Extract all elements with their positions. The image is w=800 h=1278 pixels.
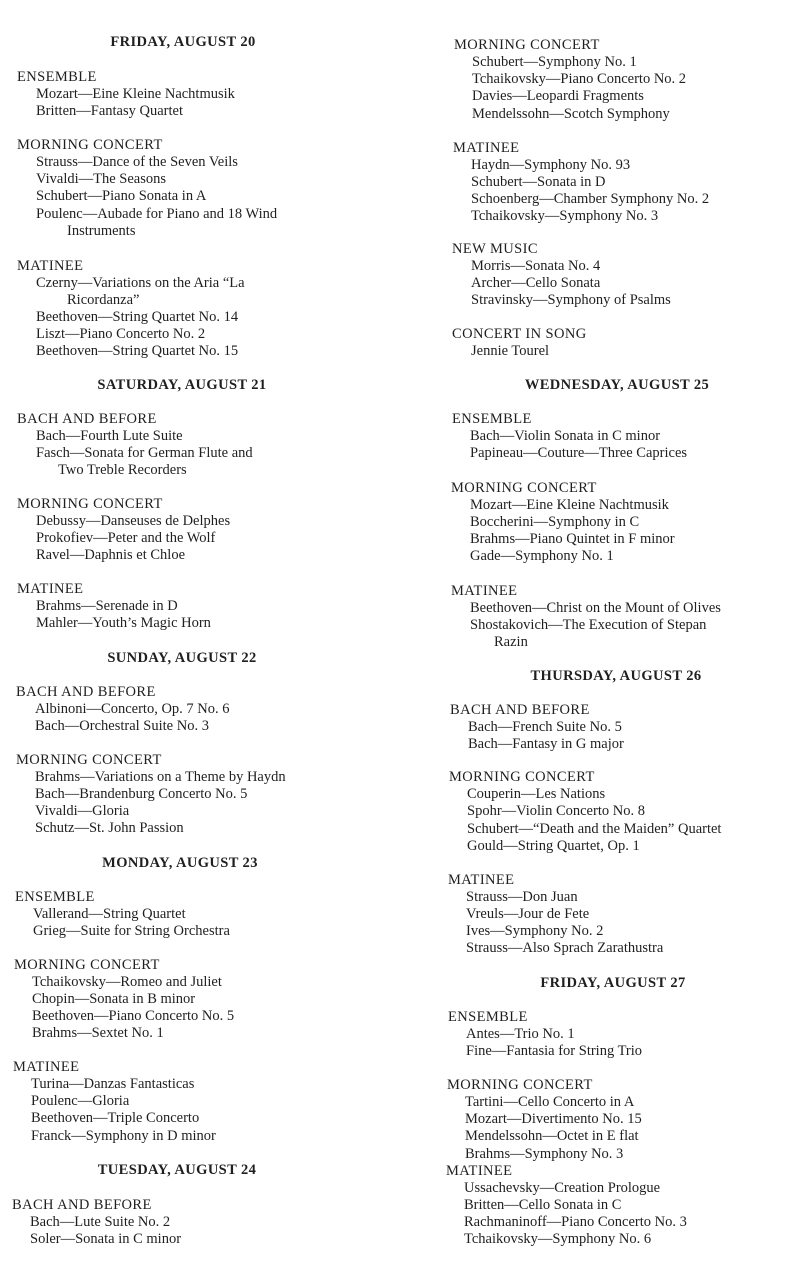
section-title-ensemble: ENSEMBLE xyxy=(452,411,532,427)
program-entry: Czerny—Variations on the Aria “La xyxy=(36,275,245,291)
program-entry: Britten—Cello Sonata in C xyxy=(464,1197,622,1213)
program-entry: Brahms—Piano Quintet in F minor xyxy=(470,531,675,547)
program-entry: Schubert—Sonata in D xyxy=(471,174,606,190)
program-entry: Brahms—Symphony No. 3 xyxy=(465,1146,624,1162)
program-entry: Brahms—Sextet No. 1 xyxy=(32,1025,164,1041)
program-entry: Davies—Leopardi Fragments xyxy=(472,88,644,104)
section-title-matinee: MATINEE xyxy=(446,1163,513,1179)
day-heading-monday-aug-23: MONDAY, AUGUST 23 xyxy=(102,855,258,871)
section-title-morning-concert: MORNING CONCERT xyxy=(16,752,162,768)
program-entry-continuation: Instruments xyxy=(67,223,136,239)
program-entry: Debussy—Danseuses de Delphes xyxy=(36,513,231,529)
program-entry: Vallerand—String Quartet xyxy=(33,906,186,922)
section-title-morning-concert: MORNING CONCERT xyxy=(17,137,163,153)
section-title-concert-in-song: CONCERT IN SONG xyxy=(452,326,587,342)
program-entry: Turina—Danzas Fantasticas xyxy=(31,1076,195,1092)
program-entry: Tchaikovsky—Symphony No. 6 xyxy=(464,1231,652,1247)
program-entry: Mendelssohn—Octet in E flat xyxy=(465,1128,639,1144)
section-title-morning-concert: MORNING CONCERT xyxy=(14,957,160,973)
day-heading-friday-aug-27: FRIDAY, AUGUST 27 xyxy=(540,975,686,991)
program-entry: Gade—Symphony No. 1 xyxy=(470,548,614,564)
day-heading-wednesday-aug-25: WEDNESDAY, AUGUST 25 xyxy=(524,377,710,393)
section-title-matinee: MATINEE xyxy=(451,583,518,599)
program-entry: Schubert—“Death and the Maiden” Quartet xyxy=(467,821,722,837)
program-entry-continuation: Razin xyxy=(494,634,528,650)
program-entry: Fine—Fantasia for String Trio xyxy=(466,1043,643,1059)
section-title-matinee: MATINEE xyxy=(13,1059,80,1075)
program-entry: Jennie Tourel xyxy=(471,343,550,359)
program-entry: Beethoven—Piano Concerto No. 5 xyxy=(32,1008,235,1024)
program-entry-continuation: Two Treble Recorders xyxy=(58,462,187,478)
program-entry: Tchaikovsky—Piano Concerto No. 2 xyxy=(472,71,687,87)
program-entry: Mendelssohn—Scotch Symphony xyxy=(472,106,670,122)
program-entry: Grieg—Suite for String Orchestra xyxy=(33,923,230,939)
program-entry: Couperin—Les Nations xyxy=(467,786,606,802)
day-heading-sunday-aug-22: SUNDAY, AUGUST 22 xyxy=(107,650,257,666)
program-entry: Boccherini—Symphony in C xyxy=(470,514,640,530)
program-entry: Bach—Violin Sonata in C minor xyxy=(470,428,661,444)
program-entry-continuation: Ricordanza” xyxy=(67,292,140,308)
program-entry: Bach—Brandenburg Concerto No. 5 xyxy=(35,786,248,802)
program-entry: Archer—Cello Sonata xyxy=(471,275,601,291)
section-title-bach-and-before: BACH AND BEFORE xyxy=(16,684,156,700)
program-entry: Beethoven—Christ on the Mount of Olives xyxy=(470,600,721,616)
program-entry: Franck—Symphony in D minor xyxy=(31,1128,216,1144)
program-entry: Poulenc—Aubade for Piano and 18 Wind xyxy=(36,206,278,222)
program-entry: Mozart—Eine Kleine Nachtmusik xyxy=(36,86,235,102)
program-entry: Britten—Fantasy Quartet xyxy=(36,103,183,119)
program-entry: Schubert—Symphony No. 1 xyxy=(472,54,637,70)
program-entry: Ussachevsky—Creation Prologue xyxy=(464,1180,661,1196)
section-title-matinee: MATINEE xyxy=(448,872,515,888)
program-entry: Ravel—Daphnis et Chloe xyxy=(36,547,186,563)
program-entry: Strauss—Dance of the Seven Veils xyxy=(36,154,238,170)
section-title-new-music: NEW MUSIC xyxy=(452,241,538,257)
section-title-bach-and-before: BACH AND BEFORE xyxy=(12,1197,152,1213)
program-entry: Gould—String Quartet, Op. 1 xyxy=(467,838,640,854)
program-entry: Bach—Lute Suite No. 2 xyxy=(30,1214,171,1230)
section-title-morning-concert: MORNING CONCERT xyxy=(454,37,600,53)
program-entry: Brahms—Serenade in D xyxy=(36,598,178,614)
program-entry: Tchaikovsky—Symphony No. 3 xyxy=(471,208,659,224)
section-title-matinee: MATINEE xyxy=(17,258,84,274)
program-entry: Ives—Symphony No. 2 xyxy=(466,923,604,939)
program-entry: Bach—Fourth Lute Suite xyxy=(36,428,183,444)
section-title-bach-and-before: BACH AND BEFORE xyxy=(17,411,157,427)
program-entry: Bach—Orchestral Suite No. 3 xyxy=(35,718,209,734)
section-title-bach-and-before: BACH AND BEFORE xyxy=(450,702,590,718)
program-entry: Soler—Sonata in C minor xyxy=(30,1231,182,1247)
program-entry: Schoenberg—Chamber Symphony No. 2 xyxy=(471,191,710,207)
program-entry: Rachmaninoff—Piano Concerto No. 3 xyxy=(464,1214,687,1230)
program-entry: Strauss—Also Sprach Zarathustra xyxy=(466,940,664,956)
program-entry: Papineau—Couture—Three Caprices xyxy=(470,445,688,461)
section-title-matinee: MATINEE xyxy=(453,140,520,156)
program-entry: Poulenc—Gloria xyxy=(31,1093,130,1109)
section-title-ensemble: ENSEMBLE xyxy=(15,889,95,905)
program-entry: Vivaldi—The Seasons xyxy=(36,171,167,187)
program-entry: Vreuls—Jour de Fete xyxy=(466,906,590,922)
program-entry: Chopin—Sonata in B minor xyxy=(32,991,196,1007)
program-entry: Tchaikovsky—Romeo and Juliet xyxy=(32,974,222,990)
section-title-morning-concert: MORNING CONCERT xyxy=(449,769,595,785)
section-title-morning-concert: MORNING CONCERT xyxy=(451,480,597,496)
program-entry: Haydn—Symphony No. 93 xyxy=(471,157,631,173)
program-entry: Strauss—Don Juan xyxy=(466,889,578,905)
program-entry: Spohr—Violin Concerto No. 8 xyxy=(467,803,645,819)
program-entry: Fasch—Sonata for German Flute and xyxy=(36,445,253,461)
program-entry: Schutz—St. John Passion xyxy=(35,820,184,836)
program-entry: Brahms—Variations on a Theme by Haydn xyxy=(35,769,286,785)
program-entry: Mahler—Youth’s Magic Horn xyxy=(36,615,211,631)
program-entry: Albinoni—Concerto, Op. 7 No. 6 xyxy=(35,701,230,717)
day-heading-tuesday-aug-24: TUESDAY, AUGUST 24 xyxy=(97,1162,257,1178)
day-heading-friday-aug-20: FRIDAY, AUGUST 20 xyxy=(110,34,256,50)
section-title-ensemble: ENSEMBLE xyxy=(448,1009,528,1025)
program-entry: Vivaldi—Gloria xyxy=(35,803,130,819)
program-entry: Antes—Trio No. 1 xyxy=(466,1026,575,1042)
program-entry: Shostakovich—The Execution of Stepan xyxy=(470,617,707,633)
section-title-matinee: MATINEE xyxy=(17,581,84,597)
program-entry: Liszt—Piano Concerto No. 2 xyxy=(36,326,206,342)
section-title-ensemble: ENSEMBLE xyxy=(17,69,97,85)
program-entry: Morris—Sonata No. 4 xyxy=(471,258,601,274)
program-entry: Mozart—Eine Kleine Nachtmusik xyxy=(470,497,669,513)
program-entry: Stravinsky—Symphony of Psalms xyxy=(471,292,671,308)
section-title-morning-concert: MORNING CONCERT xyxy=(17,496,163,512)
program-entry: Schubert—Piano Sonata in A xyxy=(36,188,207,204)
program-entry: Beethoven—String Quartet No. 15 xyxy=(36,343,239,359)
program-entry: Beethoven—Triple Concerto xyxy=(31,1110,200,1126)
program-entry: Tartini—Cello Concerto in A xyxy=(465,1094,635,1110)
program-entry: Beethoven—String Quartet No. 14 xyxy=(36,309,239,325)
program-entry: Bach—Fantasy in G major xyxy=(468,736,624,752)
program-entry: Mozart—Divertimento No. 15 xyxy=(465,1111,642,1127)
program-entry: Bach—French Suite No. 5 xyxy=(468,719,622,735)
day-heading-saturday-aug-21: SATURDAY, AUGUST 21 xyxy=(97,377,267,393)
day-heading-thursday-aug-26: THURSDAY, AUGUST 26 xyxy=(530,668,702,684)
program-entry: Prokofiev—Peter and the Wolf xyxy=(36,530,216,546)
section-title-morning-concert: MORNING CONCERT xyxy=(447,1077,593,1093)
